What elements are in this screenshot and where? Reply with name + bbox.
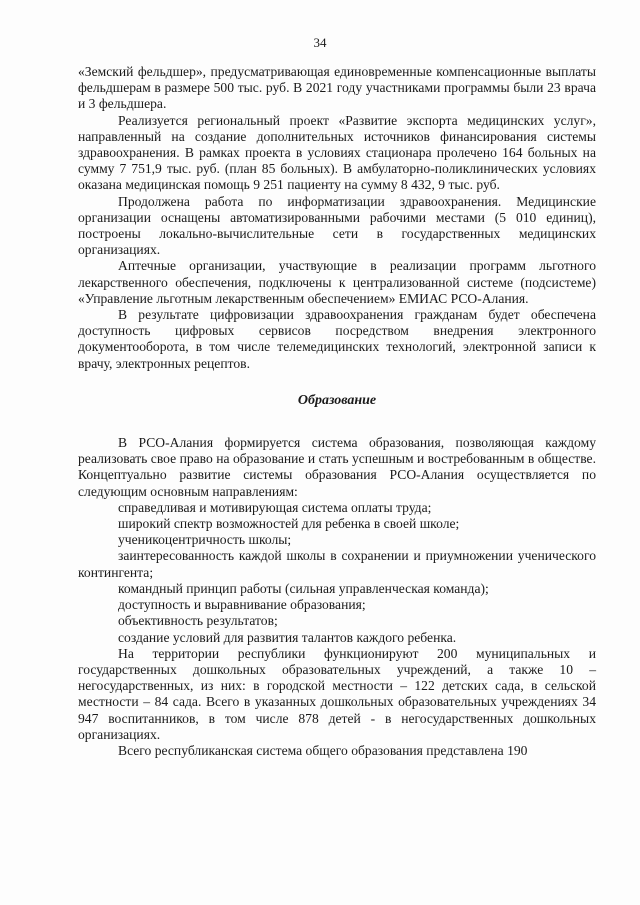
list-item: объективность результатов;: [118, 613, 278, 629]
list-item: ученикоцентричность школы;: [118, 532, 292, 548]
list-item: доступность и выравнивание образования;: [118, 597, 366, 613]
list-item: командный принцип работы (сильная управленческая команда);: [118, 580, 489, 596]
paragraph: Всего республиканская система общего образования представлена 190: [118, 742, 528, 758]
paragraph: Реализуется региональный проект «Развитие экспорта медицинских услуг», направленный на создание дополнительных источников финансирования системы здравоохранения. В рамках проекта в условиях стационара пролечено 164 больных на сумму 7 751,9 тыс. руб. (план 85 больных). В амбулаторно-поликлинических условиях оказана медицинская помощь 9 251 пациенту на сумму 8 432, 9 тыс. руб.: [78, 112, 596, 193]
document-body: [78, 64, 596, 759]
paragraph: В РСО-Алания формируется система образования, позволяющая каждому реализовать свое право на образование и стать успешным и востребованным в обществе. Концептуально развитие системы образования РСО-Алания осуществляется по следующим основным направлениям:: [78, 435, 596, 499]
paragraph: На территории республики функционируют 200 муниципальных и государственных дошкольных образовательных учреждений, а также 10 – негосударственных, из них: в городской местности – 122 детских сада, в сельской местности – 84 сада. Всего в указанных дошкольных образовательных учреждениях 34 947 воспитанников, в том числе 878 детей - в негосударственных дошкольных организациях.: [78, 645, 596, 742]
paragraph: Продолжена работа по информатизации здравоохранения. Медицинские организации оснащены автоматизированными рабочими местами (5 010 единиц), построены локально-вычислительные сети в государственных медицинских организациях.: [78, 193, 596, 258]
section-heading: Образование: [297, 392, 377, 408]
paragraph: «Земский фельдшер», предусматривающая единовременные компенсационные выплаты фельдшерам в размере 500 тыс. руб. В 2021 году участниками программы были 23 врача и 3 фельдшера.: [78, 64, 596, 112]
list-item: широкий спектр возможностей для ребенка в своей школе;: [118, 516, 460, 532]
list-item: создание условий для развития талантов каждого ребенка.: [118, 629, 457, 645]
paragraph: В результате цифровизации здравоохранения гражданам будет обеспечена доступность цифровых сервисов посредством внедрения электронного документооборота, в том числе телемедицинских технологий, электронной записи к врачу, электронных рецептов.: [78, 307, 596, 371]
list-item: заинтересованность каждой школы в сохранении и приумножении ученического контингента;: [78, 548, 596, 580]
list-item: справедливая и мотивирующая система оплаты труда;: [118, 499, 432, 515]
paragraph: Аптечные организации, участвующие в реализации программ льготного лекарственного обеспечения, подключены к централизованной системе (подсистеме) «Управление льготным лекарственным обеспечением» ЕМИАС РСО-Алания.: [78, 258, 596, 306]
page-number: 34: [313, 35, 327, 50]
